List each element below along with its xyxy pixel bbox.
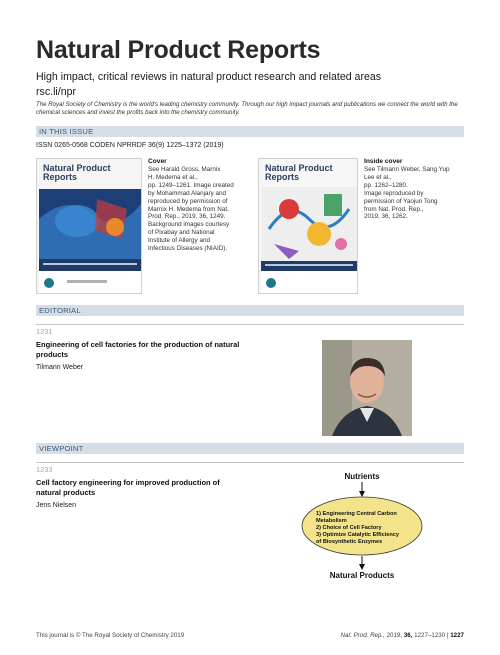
editorial-rule — [36, 324, 464, 325]
journal-url[interactable]: rsc.li/npr — [36, 86, 77, 98]
cover-masthead: Natural Product Reports — [43, 163, 111, 182]
diagram-item-3-cont: of Biosynthetic Enzymes — [316, 539, 383, 545]
editorial-page-number: 1231 — [36, 327, 53, 336]
journal-tagline: High impact, critical reviews in natural product research and related areas — [36, 71, 382, 83]
viewpoint-diagram — [300, 470, 425, 582]
viewpoint-header: VIEWPOINT — [36, 443, 464, 454]
inside-cover-masthead: Natural Product Reports — [265, 163, 333, 182]
author-photo — [322, 340, 412, 436]
editorial-author: Tilmann Weber — [36, 364, 84, 371]
rsc-intro: The Royal Society of Chemistry is the world's leading chemistry community. Through our high impact journals and publications we connect the world with the chemical sciences and invest the profits back into the chemistry community. — [36, 101, 458, 116]
diagram-input-label: Nutrients — [344, 472, 380, 481]
diagram-item-2: 2) Choice of Cell Factory — [316, 525, 382, 531]
issn-line: ISSN 0265-0568 CODEN NPRRDF 36(9) 1225–1372 (2019) — [36, 142, 224, 149]
editorial-title[interactable]: Engineering of cell factories for the production of natural products — [36, 340, 240, 359]
cover-caption: See Harald Gross, Marnix H. Medema et al., pp. 1249–1261. Image created by Mohammad Alanjary and reproduced by permission of Marnix H. Medema from Nat. Prod. Rep., 2019, 36, 1249. Background images courtesy of Pixabay and National Institute of Allergy and Infectious Diseases (NIAID). — [148, 166, 234, 253]
viewpoint-author: Jens Nielsen — [36, 502, 77, 509]
cover-image — [36, 158, 142, 294]
in-this-issue-header: IN THIS ISSUE — [36, 126, 464, 137]
diagram-output-label: Natural Products — [329, 571, 395, 580]
inside-cover-caption: See Tilmann Weber, Sang Yup Lee et al., pp. 1262–1280. Image reproduced by permission of Yaojun Tong from Nat. Prod. Rep., 2019, 36, 1262. — [364, 166, 450, 221]
inside-cover-label: Inside cover — [364, 158, 403, 165]
footer-copyright: This journal is © The Royal Society of Chemistry 2019 — [36, 632, 185, 639]
editorial-header: EDITORIAL — [36, 305, 464, 316]
inside-cover-image — [258, 158, 358, 294]
journal-title: Natural Product Reports — [36, 36, 321, 64]
viewpoint-page-number: 1233 — [36, 465, 53, 474]
viewpoint-title[interactable]: Cell factory engineering for improved production of natural products — [36, 478, 220, 497]
diagram-item-1: 1) Engineering Central Carbon — [316, 511, 397, 517]
cover-label: Cover — [148, 158, 167, 165]
diagram-item-1-cont: Metabolism — [316, 518, 347, 524]
viewpoint-rule — [36, 462, 464, 463]
diagram-item-3: 3) Optimize Catalytic Efficiency — [316, 532, 399, 538]
footer-citation: Nat. Prod. Rep., 2019, 36, 1227–1230 | 1227 — [340, 632, 464, 639]
